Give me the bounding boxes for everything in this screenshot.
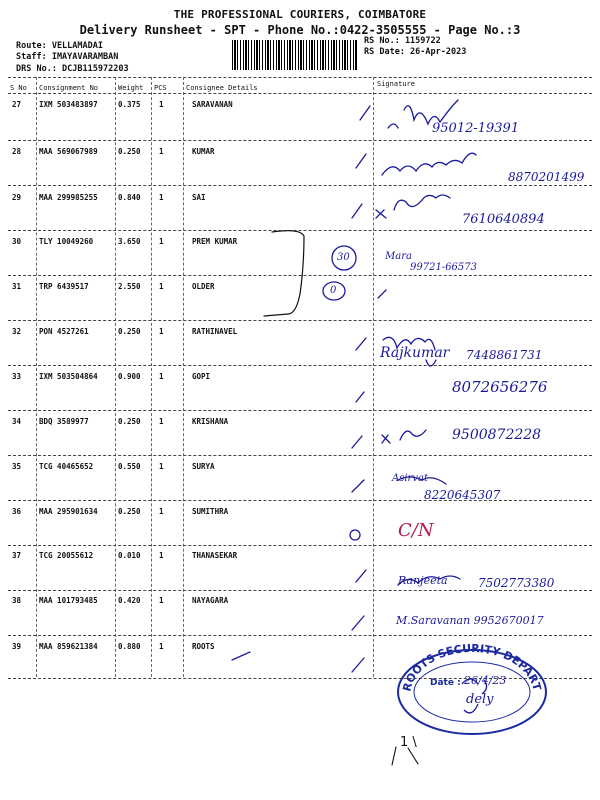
col-header-pcs: PCS bbox=[154, 84, 167, 92]
row-sno: 32 bbox=[12, 327, 22, 336]
stamp-date-label: Date : bbox=[430, 678, 461, 688]
row-sno: 34 bbox=[12, 417, 22, 426]
row-consignment: IXM 503504864 bbox=[39, 372, 98, 381]
row-pcs: 1 bbox=[159, 372, 164, 381]
stamp-date-value: 26/4/23 bbox=[464, 674, 507, 687]
row-pcs: 1 bbox=[159, 551, 164, 560]
row-sno: 30 bbox=[12, 237, 22, 246]
rs-date: RS Date: 26-Apr-2023 bbox=[364, 47, 467, 57]
stamp-scrawl: dely bbox=[466, 692, 494, 707]
staff-label: Staff: IMAYAVARAMBAN bbox=[16, 52, 119, 62]
row-weight: 0.010 bbox=[118, 551, 141, 560]
row-consignment: TCG 20055612 bbox=[39, 551, 94, 560]
row-consignee: THANASEKAR bbox=[192, 551, 238, 560]
row-weight: 0.420 bbox=[118, 596, 141, 605]
row-weight: 0.250 bbox=[118, 417, 141, 426]
row-sno: 39 bbox=[12, 642, 22, 651]
row-sno: 33 bbox=[12, 372, 22, 381]
row-pcs: 1 bbox=[159, 100, 164, 109]
row-pcs: 1 bbox=[159, 193, 164, 202]
row-consignee: SURYA bbox=[192, 462, 215, 471]
stamp-arc-text: ROOTS SECURITY DEPART bbox=[400, 641, 544, 693]
row-pcs: 1 bbox=[159, 642, 164, 651]
row-pcs: 1 bbox=[159, 417, 164, 426]
row-consignment: MAA 295901634 bbox=[39, 507, 98, 516]
row-consignee: SAI bbox=[192, 193, 206, 202]
row-weight: 0.250 bbox=[118, 507, 141, 516]
row-weight: 0.900 bbox=[118, 372, 141, 381]
row-consignment: MAA 299985255 bbox=[39, 193, 98, 202]
row-sno: 36 bbox=[12, 507, 22, 516]
row-sno: 31 bbox=[12, 282, 22, 291]
row-signature-phone: 7448861731 bbox=[466, 348, 543, 362]
row-consignee: KRISHANA bbox=[192, 417, 229, 426]
row-signature-phone: 7610640894 bbox=[462, 212, 545, 227]
col-header-weight: Weight bbox=[118, 84, 144, 92]
row-consignee: NAYAGARA bbox=[192, 596, 229, 605]
row-consignee: SARAVANAN bbox=[192, 100, 233, 109]
row-pcs: 1 bbox=[159, 507, 164, 516]
col-header-consignee: Consignee Details bbox=[186, 84, 258, 92]
row-consignment: MAA 569067989 bbox=[39, 147, 98, 156]
row-pcs: 1 bbox=[159, 282, 164, 291]
row-weight: 0.840 bbox=[118, 193, 141, 202]
row-signature-phone: 95012-19391 bbox=[432, 121, 520, 136]
row-signature-name: Rajkumar bbox=[380, 345, 450, 361]
col-header-sno: S No bbox=[10, 84, 27, 92]
stamp-seal-icon bbox=[392, 640, 552, 736]
drs-number: DRS No.: DCJB115972203 bbox=[16, 64, 129, 74]
row-consignee: OLDER bbox=[192, 282, 215, 291]
row-weight: 0.550 bbox=[118, 462, 141, 471]
row-signature-phone: 8072656276 bbox=[452, 378, 548, 396]
row-signature-phone: 8220645307 bbox=[424, 488, 501, 502]
row-consignee: PREM KUMAR bbox=[192, 237, 238, 246]
row-consignee: RATHINAVEL bbox=[192, 327, 238, 336]
company-title: THE PROFESSIONAL COURIERS, COIMBATORE bbox=[173, 8, 427, 21]
row-consignment: PON 4527261 bbox=[39, 327, 89, 336]
row-signature-phone: 7502773380 bbox=[478, 576, 555, 590]
col-header-signature: Signature bbox=[377, 80, 415, 88]
security-stamp bbox=[392, 640, 552, 736]
row-consignment: MAA 859621384 bbox=[39, 642, 98, 651]
footer-pen-mark: 1 \ bbox=[400, 735, 417, 750]
row-consignment: TRP 6439517 bbox=[39, 282, 89, 291]
row-pcs: 1 bbox=[159, 147, 164, 156]
col-header-consignment: Consignment No bbox=[39, 84, 99, 92]
row-weight: 0.880 bbox=[118, 642, 141, 651]
row-signature-name: Ranjeeta bbox=[398, 574, 448, 587]
row-signature-phone: 8870201499 bbox=[508, 170, 585, 184]
row-consignee: SUMITHRA bbox=[192, 507, 229, 516]
row-pcs: 1 bbox=[159, 237, 164, 246]
row-consignee: GOPI bbox=[192, 372, 211, 381]
row-sno: 35 bbox=[12, 462, 22, 471]
row-pcs: 1 bbox=[159, 327, 164, 336]
row-signature-name: Mara bbox=[385, 251, 412, 262]
row-consignment: IXM 503483897 bbox=[39, 100, 98, 109]
rs-number: RS No.: 1159722 bbox=[364, 36, 441, 46]
route-label: Route: VELLAMADAI bbox=[16, 41, 103, 51]
circled-annotation-0: 0 bbox=[330, 285, 337, 296]
row-consignee: ROOTS bbox=[192, 642, 215, 651]
row-signature-phone: M.Saravanan 9952670017 bbox=[396, 614, 544, 627]
row-signature-phone: 9500872228 bbox=[452, 427, 542, 443]
row-sno: 38 bbox=[12, 596, 22, 605]
row-sno: 29 bbox=[12, 193, 22, 202]
row-consignment: TLY 10049260 bbox=[39, 237, 94, 246]
row-weight: 2.550 bbox=[118, 282, 141, 291]
row-signature-phone: 99721-66573 bbox=[410, 262, 478, 273]
row-sno: 28 bbox=[12, 147, 22, 156]
row-sno: 37 bbox=[12, 551, 22, 560]
row-consignee: KUMAR bbox=[192, 147, 215, 156]
runsheet-subtitle: Delivery Runsheet - SPT - Phone No.:0422-3505555 - Page No.:3 bbox=[79, 23, 521, 37]
row-weight: 3.650 bbox=[118, 237, 141, 246]
row-consignment: MAA 101793485 bbox=[39, 596, 98, 605]
row-weight: 0.250 bbox=[118, 147, 141, 156]
row-signature-cn: C/N bbox=[398, 520, 434, 541]
row-pcs: 1 bbox=[159, 596, 164, 605]
circled-annotation-30: 30 bbox=[337, 252, 350, 263]
row-consignment: BDQ 3589977 bbox=[39, 417, 89, 426]
row-signature-name: Asirvat bbox=[392, 473, 428, 484]
row-weight: 0.375 bbox=[118, 100, 141, 109]
row-pcs: 1 bbox=[159, 462, 164, 471]
row-consignment: TCG 40465652 bbox=[39, 462, 94, 471]
row-weight: 0.250 bbox=[118, 327, 141, 336]
row-sno: 27 bbox=[12, 100, 22, 109]
